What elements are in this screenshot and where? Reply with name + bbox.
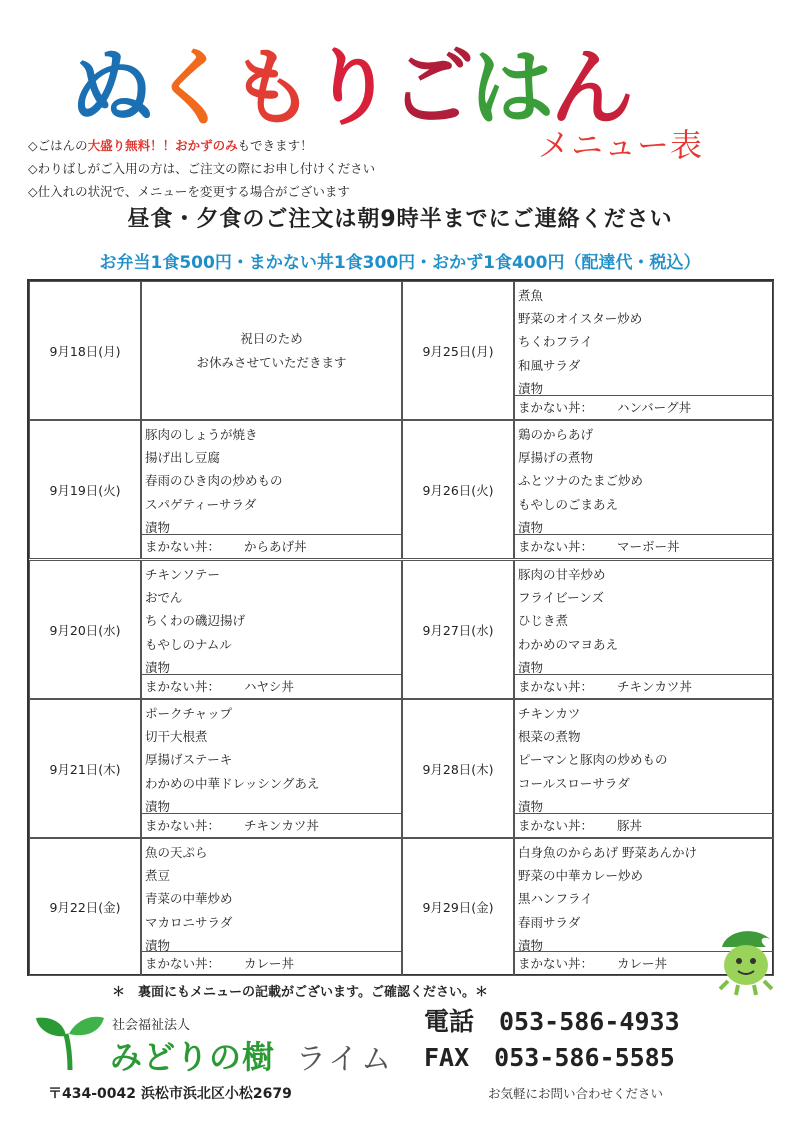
tel-number: 電話 053-586-4933 — [424, 1007, 680, 1036]
menu-item: 漬物 — [518, 937, 544, 953]
date-cell: 9月29日(金) — [402, 838, 514, 976]
menu-cell — [141, 560, 402, 699]
makanai-don-value: ハヤシ丼 — [244, 679, 294, 694]
date-cell: 9月18日(月) — [29, 281, 141, 420]
makanai-don-row — [142, 534, 401, 558]
makanai-don-label: まかない丼： — [518, 400, 594, 415]
menu-cell — [141, 420, 402, 559]
menu-item: ちくわの磯辺揚げ — [145, 613, 246, 629]
makanai-don-label: まかない丼： — [145, 679, 221, 694]
makanai-don-row — [515, 395, 773, 419]
makanai-don-row — [142, 813, 401, 837]
menu-items — [142, 839, 401, 957]
menu-item: ピーマンと豚肉の炒めもの — [518, 752, 668, 768]
menu-item: 根菜の煮物 — [518, 729, 581, 745]
menu-item: マカロニサラダ — [145, 914, 233, 930]
makanai-don-label: まかない丼： — [145, 818, 221, 833]
menu-item: もやしのごまあえ — [518, 496, 619, 512]
menu-item: 魚の天ぷら — [145, 845, 208, 860]
logo-char: ご — [390, 39, 471, 137]
makanai-don-value: チキンカツ丼 — [617, 679, 692, 694]
makanai-don-row — [515, 674, 773, 698]
menu-item: ひじき煮 — [518, 613, 569, 629]
note-1-highlight-free: 大盛り無料！！ — [87, 138, 176, 153]
menu-items — [515, 282, 773, 400]
menu-item: ちくわフライ — [518, 334, 593, 350]
menu-items — [515, 421, 773, 539]
date-cell: 9月26日(火) — [402, 420, 514, 559]
menu-item: わかめのマヨあえ — [518, 636, 619, 652]
menu-items — [142, 700, 401, 818]
menu-item: 野菜のオイスター炒め — [518, 311, 643, 327]
menu-item: 漬物 — [518, 380, 544, 396]
menu-item: もやしのナムル — [145, 636, 232, 652]
logo-char: り — [310, 39, 391, 137]
page-subtitle: メニュー表 — [538, 126, 704, 164]
price-line: お弁当1食500円・まかない丼1食300円・おかず1食400円（配達代・税込） — [99, 253, 701, 273]
menu-item: チキンソテー — [145, 567, 220, 582]
address: 〒434-0042 浜松市浜北区小松2679 — [48, 1086, 292, 1102]
menu-item: 漬物 — [518, 798, 544, 814]
date-cell: 9月19日(火) — [29, 420, 141, 559]
menu-cell — [141, 699, 402, 838]
order-deadline-headline: 昼食・夕食のご注文は朝9時半までにご連絡ください — [127, 207, 673, 232]
menu-item: 切干大根煮 — [145, 729, 208, 745]
menu-item: 揚げ出し豆腐 — [145, 450, 221, 466]
logo-char: ぬ — [70, 39, 151, 137]
date-cell: 9月21日(木) — [29, 699, 141, 838]
note-1-highlight-side: おかずのみ — [175, 138, 238, 153]
menu-item: チキンカツ — [518, 706, 581, 721]
menu-item: 豚肉のしょうが焼き — [145, 427, 258, 442]
menu-item: 青菜の中華炒め — [145, 891, 233, 907]
makanai-don-label: まかない丼： — [145, 539, 221, 554]
makanai-don-row — [515, 534, 773, 558]
holiday-note: 祝日のため — [240, 330, 303, 346]
menu-cell — [141, 281, 402, 420]
menu-item: ふとツナのたまご炒め — [518, 473, 644, 489]
note-1-text: ◇ごはんの — [28, 138, 88, 153]
logo-char: は — [470, 39, 551, 137]
corp-type: 社会福祉法人 — [112, 1018, 191, 1033]
menu-item: 春雨サラダ — [518, 914, 581, 930]
notes — [28, 134, 375, 203]
makanai-don-value: カレー丼 — [617, 956, 668, 971]
date-cell: 9月20日(水) — [29, 560, 141, 699]
logo-char: も — [230, 39, 311, 137]
menu-cell — [514, 699, 774, 838]
holiday-note: お休みさせていただきます — [196, 354, 347, 370]
makanai-don-value: からあげ丼 — [244, 539, 307, 554]
menu-item: 白身魚のからあげ 野菜あんかけ — [518, 845, 697, 860]
menu-item: 煮魚 — [518, 288, 544, 303]
fax-number: FAX 053-586-5585 — [424, 1043, 675, 1072]
makanai-don-label: まかない丼： — [518, 818, 594, 833]
menu-item: 煮豆 — [145, 868, 171, 884]
makanai-don-value: マーボー丼 — [617, 539, 680, 554]
logo-char: く — [150, 39, 231, 137]
menu-item: 漬物 — [518, 519, 544, 535]
date-cell: 9月25日(月) — [402, 281, 514, 420]
menu-items — [515, 700, 773, 818]
date-cell: 9月27日(水) — [402, 560, 514, 699]
menu-item: 和風サラダ — [518, 357, 581, 373]
menu-cell — [514, 560, 774, 699]
logo-char: ん — [550, 39, 631, 137]
branch-name: ライム — [296, 1042, 395, 1077]
date-cell: 9月28日(木) — [402, 699, 514, 838]
menu-item: 漬物 — [145, 519, 171, 535]
menu-item: 厚揚げの煮物 — [518, 450, 594, 466]
menu-cell — [141, 838, 402, 976]
note-2: ◇わりばしがご入用の方は、ご注文の際にお申し付けください — [28, 161, 376, 176]
menu-table — [27, 279, 774, 976]
contact-note: お気軽にお問い合わせください — [488, 1086, 664, 1101]
makanai-don-row — [142, 951, 401, 975]
menu-item: おでん — [145, 590, 183, 606]
mascot-character-icon — [714, 925, 778, 997]
makanai-don-value: 豚丼 — [617, 818, 643, 833]
makanai-don-value: カレー丼 — [244, 956, 295, 971]
note-1-text-end: もできます！ — [237, 138, 313, 153]
phone-block — [424, 1004, 680, 1076]
note-1 — [28, 134, 375, 157]
menu-item: フライビーンズ — [518, 590, 605, 606]
menu-item: 豚肉の甘辛炒め — [518, 567, 606, 582]
menu-item: 漬物 — [145, 659, 171, 675]
corp-name: みどりの樹 — [110, 1038, 276, 1076]
menu-item: 厚揚げステーキ — [145, 752, 233, 768]
menu-item: 漬物 — [518, 659, 544, 675]
menu-items — [142, 561, 401, 679]
back-side-note: ＊ 裏面にもメニューの記載がございます。ご確認ください。＊ — [112, 985, 488, 1000]
makanai-don-label: まかない丼： — [518, 539, 594, 554]
menu-item: ポークチャップ — [145, 706, 233, 721]
logo-title — [70, 20, 631, 137]
leaf-logo-icon — [34, 1012, 106, 1072]
makanai-don-label: まかない丼： — [518, 956, 594, 971]
menu-items — [142, 421, 401, 539]
menu-item: わかめの中華ドレッシングあえ — [145, 775, 320, 791]
makanai-don-value: ハンバーグ丼 — [617, 400, 692, 415]
menu-item: 黒ハンフライ — [518, 891, 593, 907]
makanai-don-label: まかない丼： — [518, 679, 594, 694]
menu-item: コールスローサラダ — [518, 775, 630, 791]
menu-cell — [514, 281, 774, 420]
menu-item: 野菜の中華カレー炒め — [518, 868, 644, 884]
date-cell: 9月22日(金) — [29, 838, 141, 976]
menu-item: 漬物 — [145, 798, 171, 814]
menu-items — [515, 561, 773, 679]
makanai-don-row — [515, 813, 773, 837]
menu-item: スパゲティーサラダ — [145, 496, 257, 512]
menu-cell — [514, 420, 774, 559]
makanai-don-label: まかない丼： — [145, 956, 221, 971]
menu-item: 春雨のひき肉の炒めもの — [145, 473, 283, 489]
menu-item: 鶏のからあげ — [518, 427, 594, 442]
menu-item: 漬物 — [145, 937, 171, 953]
makanai-don-row — [142, 674, 401, 698]
note-3: ◇仕入れの状況で、メニューを変更する場合がございます — [28, 184, 350, 199]
makanai-don-value: チキンカツ丼 — [244, 818, 319, 833]
